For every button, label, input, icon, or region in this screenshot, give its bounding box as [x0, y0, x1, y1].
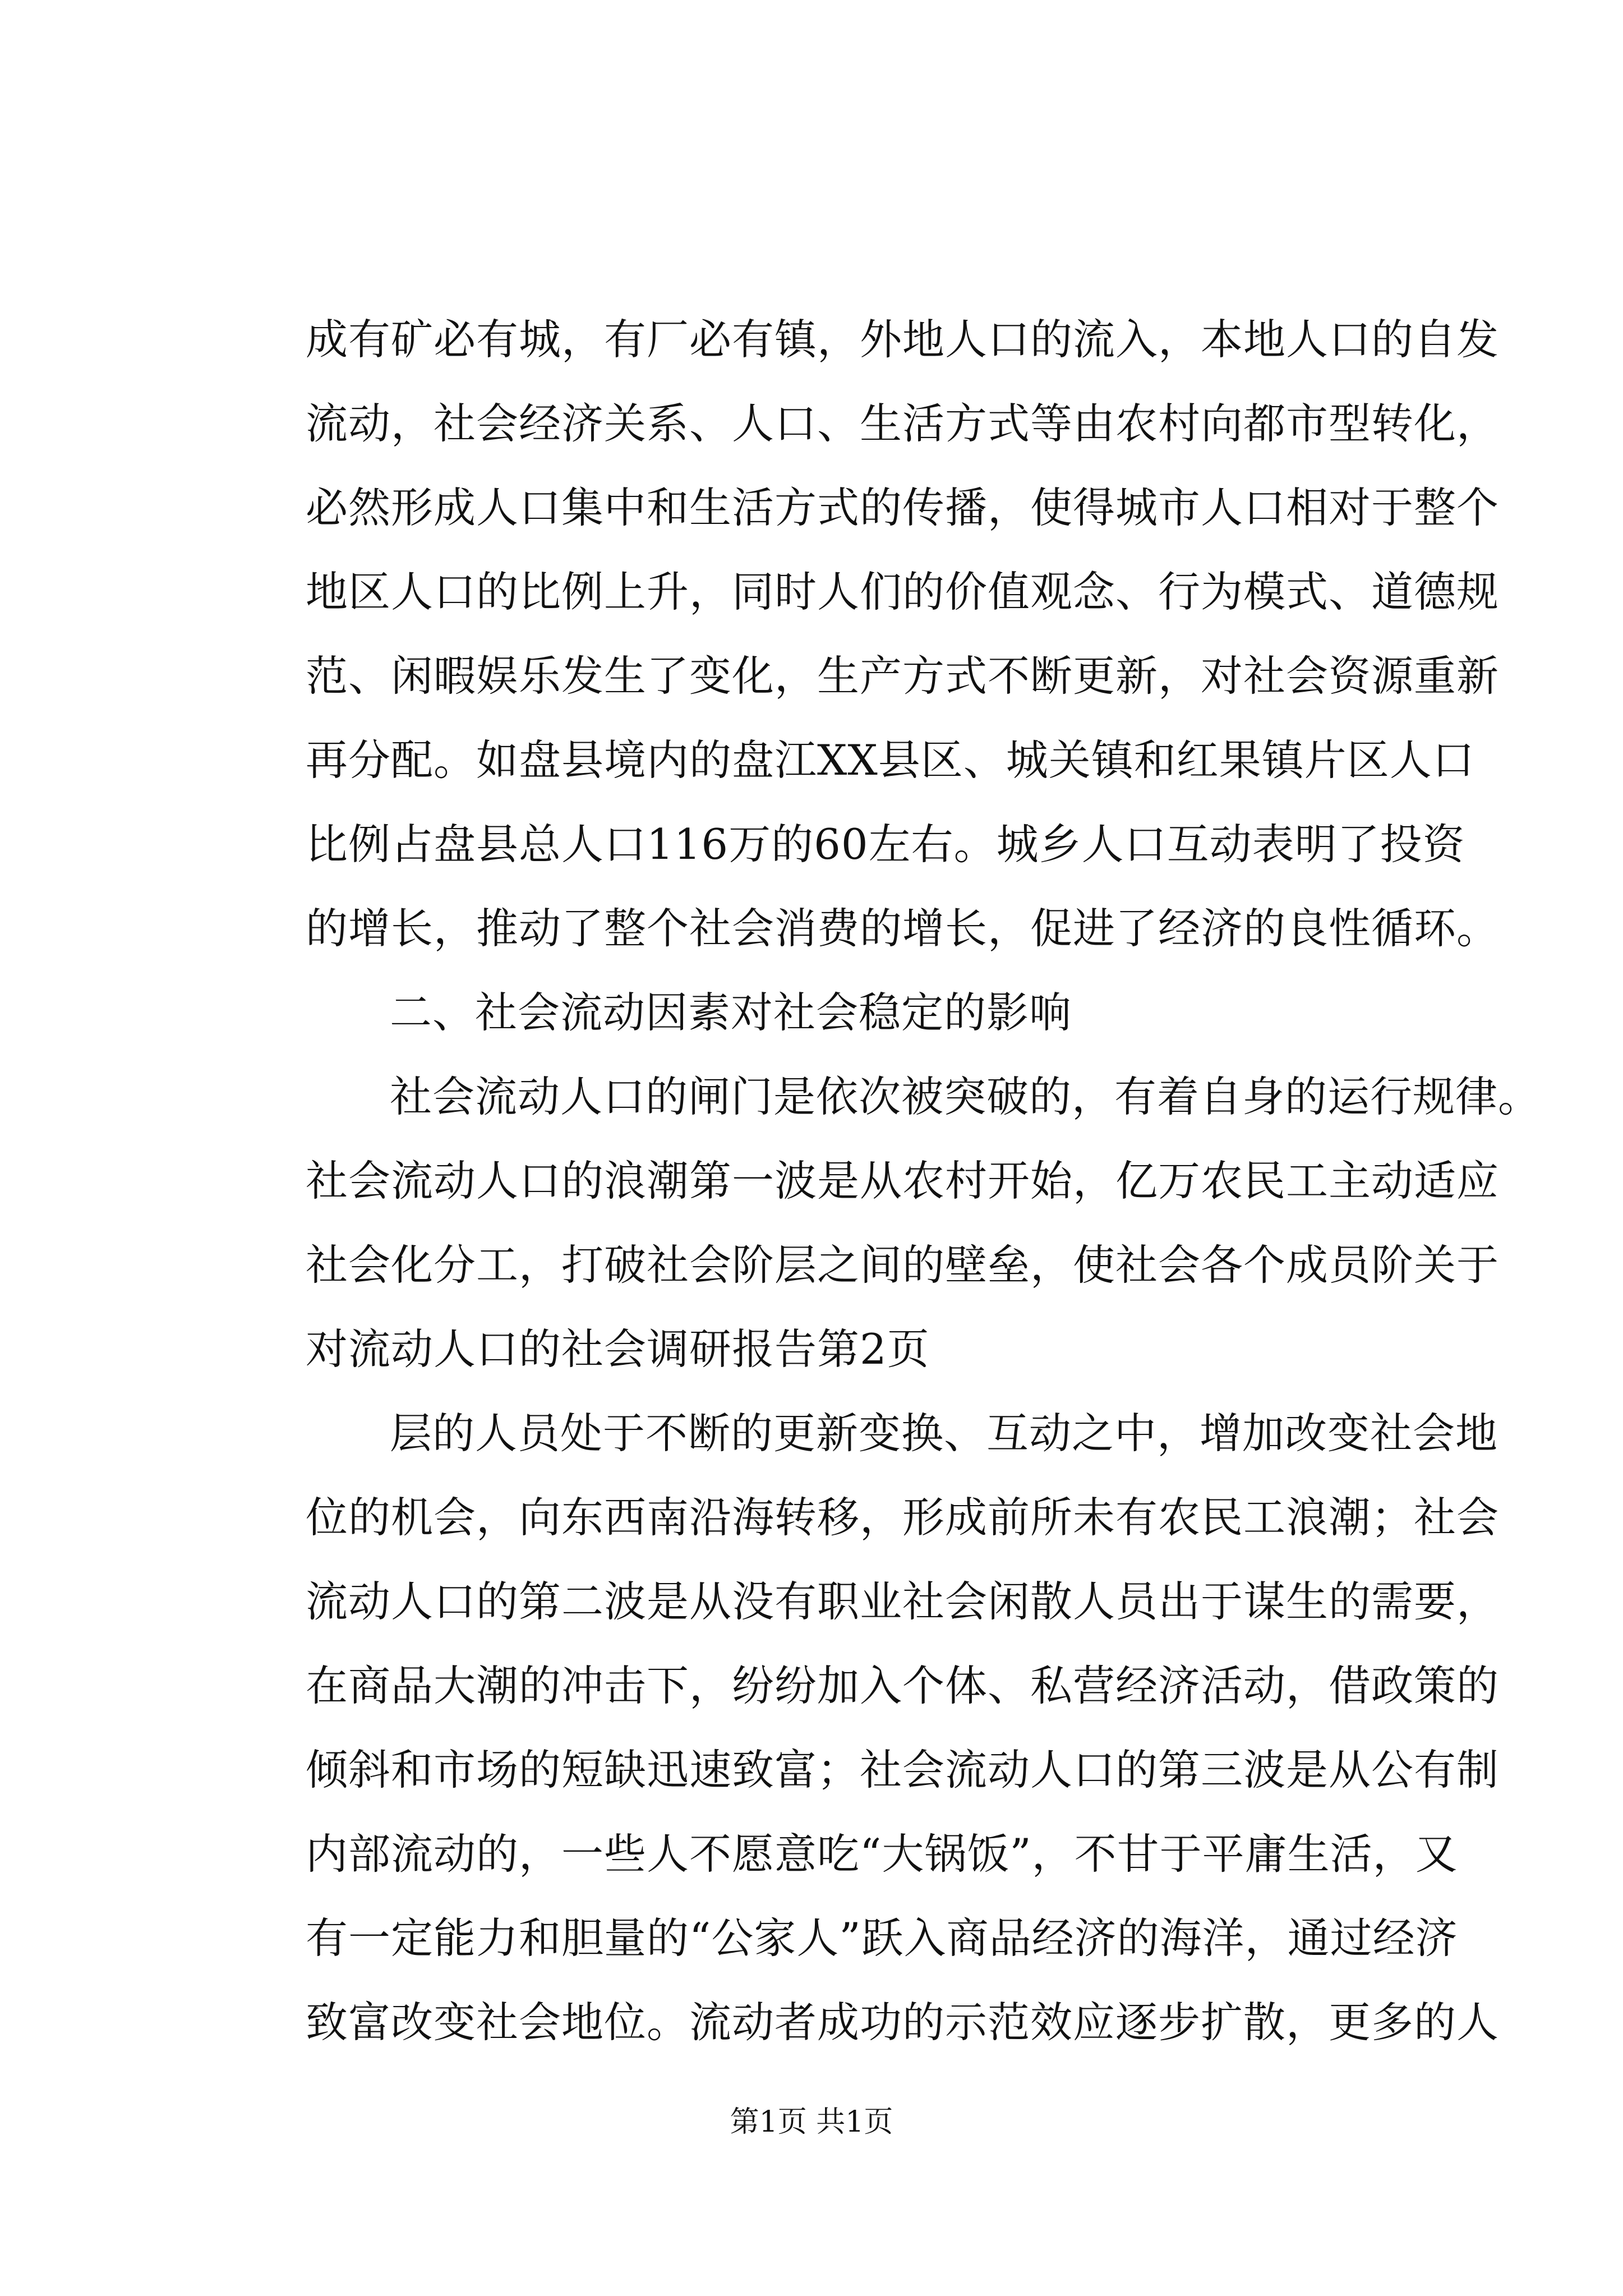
- text-line: 在商品大潮的冲击下，纷纷加入个体、私营经济活动，借政策的: [306, 1661, 1500, 1710]
- text-line: 位的机会，向东西南沿海转移，形成前所未有农民工浪潮；社会: [306, 1493, 1500, 1542]
- text-line: 社会化分工，打破社会阶层之间的壁垒，使社会各个成员阶关于: [306, 1240, 1500, 1290]
- text-line: 的增长，推动了整个社会消费的增长，促进了经济的良性循环。: [306, 904, 1500, 953]
- section-heading: 二、社会流动因素对社会稳定的影响: [390, 988, 1072, 1037]
- text-line: 地区人口的比例上升，同时人们的价值观念、行为模式、道德规: [306, 567, 1500, 616]
- text-line: 流动，社会经济关系、人口、生活方式等由农村向都市型转化，: [306, 399, 1500, 448]
- text-line: 必然形成人口集中和生活方式的传播，使得城市人口相对于整个: [306, 483, 1500, 532]
- text-line: 成有矿必有城，有厂必有镇，外地人口的流入，本地人口的自发: [306, 315, 1500, 364]
- body-text: [306, 297, 1541, 2064]
- text-line: 层的人员处于不断的更新变换、互动之中，增加改变社会地: [390, 1409, 1498, 1458]
- text-line: 再分配。如盘县境内的盘江XX县区、城关镇和红果镇片区人口: [306, 735, 1475, 785]
- page-footer: 第1页 共1页: [730, 2105, 893, 2139]
- text-line: 社会流动人口的浪潮第一波是从农村开始，亿万农民工主动适应: [306, 1156, 1500, 1205]
- text-line: 内部流动的，一些人不愿意吃“大锅饭”，不甘于平庸生活，又: [306, 1829, 1458, 1879]
- text-line: 倾斜和市场的短缺迅速致富；社会流动人口的第三波是从公有制: [306, 1745, 1500, 1795]
- text-line: 范、闲暇娱乐发生了变化，生产方式不断更新，对社会资源重新: [306, 651, 1500, 701]
- text-line: 社会流动人口的闸门是依次被突破的，有着自身的运行规律。: [390, 1072, 1541, 1121]
- text-line: 对流动人口的社会调研报告第2页: [306, 1324, 930, 1374]
- text-line: 有一定能力和胆量的“公家人”跃入商品经济的海洋，通过经济: [306, 1913, 1458, 1963]
- text-line: 流动人口的第二波是从没有职业社会闲散人员出于谋生的需要，: [306, 1577, 1500, 1626]
- text-line: 致富改变社会地位。流动者成功的示范效应逐步扩散，更多的人: [306, 1998, 1500, 2047]
- text-line: 比例占盘县总人口116万的60左右。城乡人口互动表明了投资: [306, 820, 1465, 869]
